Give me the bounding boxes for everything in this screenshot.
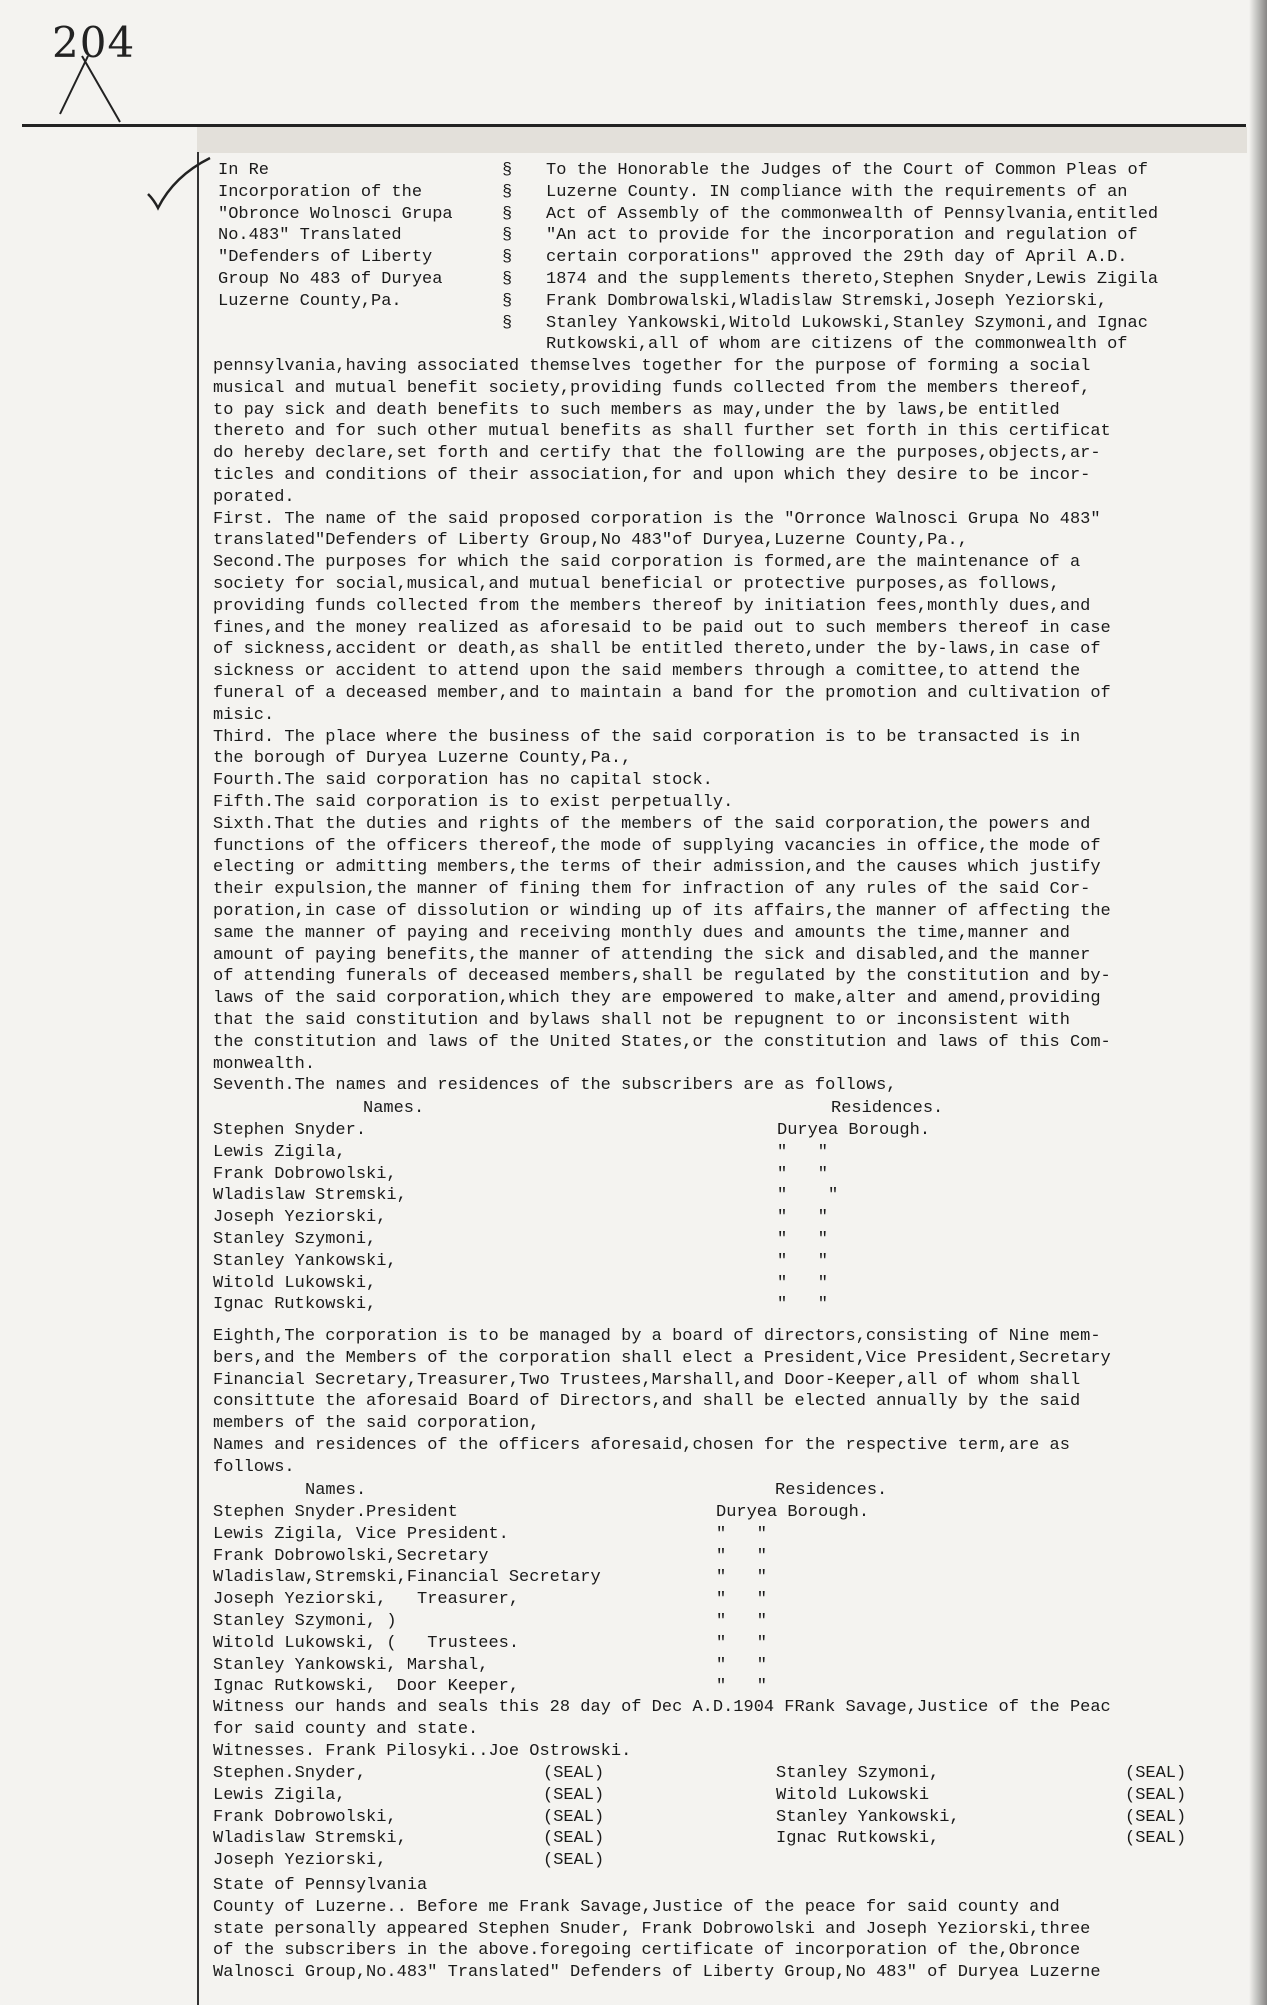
row-name: Ignac Rutkowski, — [213, 1295, 377, 1315]
text-line: translated"Defenders of Liberty Group,No 483"of Duryea,Luzerne County,Pa., — [213, 531, 968, 551]
seal-label: (SEAL) — [1125, 1829, 1187, 1849]
text-line: "Obronce Wolnosci Grupa — [218, 204, 453, 224]
text-line: Group No 483 of Duryea — [218, 269, 443, 289]
text-line: 1874 and the supplements thereto,Stephen Snyder,Lewis Zigila — [546, 269, 1159, 289]
text-line: County of Luzerne.. Before me Frank Savage,Justice of the peace for said county and — [213, 1897, 1060, 1917]
text-line: Sixth.That the duties and rights of the members of the said corporation,the powers and — [213, 814, 1091, 834]
text-line: porated. — [213, 487, 295, 507]
text-line: § — [502, 161, 513, 180]
text-line: Second.The purposes for which the said corporation is formed,are the maintenance of a — [213, 553, 1081, 573]
witness-text — [213, 1697, 1111, 1762]
text-line: Eighth,The corporation is to be managed by a board of directors,consisting of Nine mem- — [213, 1327, 1101, 1346]
text-line: of sickness,accident or death,as shall be entitled thereto,under the by-laws,in case of — [213, 640, 1101, 660]
text-line: to pay sick and death benefits to such members as may,under the by laws,be entitled — [213, 400, 1060, 420]
left-margin-rule — [197, 152, 199, 2005]
text-line: § — [502, 226, 513, 246]
text-line: ticles and conditions of their association,for and upon which they desire to be incor- — [213, 465, 1091, 485]
row-residence: " " — [716, 1655, 768, 1675]
names-header: Names. — [305, 1481, 367, 1500]
row-residence: " " — [716, 1612, 768, 1631]
signatory-name: Witold Lukowski — [776, 1785, 930, 1805]
text-line: Witness our hands and seals this 28 day of Dec A.D.1904 FRank Savage,Justice of the Peac — [213, 1698, 1111, 1717]
text-line: Financial Secretary,Treasurer,Two Trustees,Marshall,and Door-Keeper,all of whom shall — [213, 1370, 1081, 1390]
row-name: Wladislaw Stremski, — [213, 1186, 407, 1206]
seal-label: (SEAL) — [1125, 1785, 1187, 1805]
seal-label: (SEAL) — [543, 1851, 605, 1871]
text-line: bers,and the Members of the corporation shall elect a President,Vice President,Secretary — [213, 1348, 1111, 1368]
text-line: First. The name of the said proposed corporation is the "Orronce Walnosci Grupa No 483" — [213, 509, 1101, 529]
text-line: Act of Assembly of the commonwealth of Pennsylvania,entitled — [546, 204, 1159, 224]
residences-header: Residences. — [775, 1481, 888, 1500]
signatory-name: Frank Dobrowolski, — [213, 1807, 397, 1827]
text-line: Rutkowski,all of whom are citizens of the commonwealth of — [546, 335, 1128, 355]
row-name: Stephen Snyder. — [213, 1121, 367, 1140]
text-line: § — [502, 291, 513, 311]
row-name: Stephen Snyder.President — [213, 1503, 458, 1522]
text-line: providing funds collected from the members thereof by initiation fees,monthly dues,and — [213, 596, 1091, 616]
text-line: consittute the aforesaid Board of Directors,and shall be elected annually by the said — [213, 1392, 1081, 1412]
text-line: misic. — [213, 705, 275, 725]
row-residence: " " — [716, 1633, 768, 1653]
row-name: Wladislaw,Stremski,Financial Secretary — [213, 1568, 601, 1588]
text-line: functions of the officers thereof,the mode of supplying vacancies in office,the mode of — [213, 836, 1101, 856]
text-line: of the subscribers in the above.foregoing certificate of incorporation of the,Obronce — [213, 1941, 1081, 1961]
text-line: the constitution and laws of the United States,or the constitution and laws of this Com- — [213, 1032, 1111, 1052]
text-line: follows. — [213, 1457, 295, 1477]
seal-label: (SEAL) — [543, 1829, 605, 1849]
row-name: Lewis Zigila, — [213, 1142, 346, 1162]
text-line: state personally appeared Stephen Snuder, Frank Dobrowolski and Joseph Yeziorski,three — [213, 1919, 1091, 1939]
row-residence: " " — [716, 1546, 768, 1566]
text-line: funeral of a deceased member,and to maintain a band for the promotion and cultivation of — [213, 683, 1111, 703]
row-residence: " " — [777, 1251, 829, 1271]
articles-text — [213, 356, 1111, 1097]
row-residence: " " — [716, 1590, 768, 1610]
signatory-name: Stanley Yankowski, — [776, 1807, 960, 1827]
text-line: Seventh.The names and residences of the subscribers are as follows, — [213, 1076, 897, 1096]
row-residence: " " — [716, 1677, 768, 1697]
text-line: musical and mutual benefit society,providing funds collected from the members thereof, — [213, 378, 1091, 398]
row-name: Frank Dobrowolski, — [213, 1164, 397, 1184]
text-line: the borough of Duryea Luzerne County,Pa., — [213, 749, 632, 769]
row-residence: " " — [777, 1142, 829, 1162]
check-mark-icon — [144, 156, 214, 216]
text-line: members of the said corporation, — [213, 1414, 540, 1434]
seal-label: (SEAL) — [543, 1764, 605, 1783]
row-residence: " " — [777, 1230, 829, 1249]
seal-label: (SEAL) — [543, 1807, 605, 1827]
row-residence: Duryea Borough. — [716, 1503, 870, 1522]
row-residence: " " — [716, 1568, 768, 1588]
signatory-name: Wladislaw Stremski, — [213, 1829, 407, 1849]
row-name: Stanley Yankowski, — [213, 1251, 397, 1271]
row-residence: Duryea Borough. — [777, 1121, 931, 1140]
text-line: Names and residences of the officers aforesaid,chosen for the respective term,are as — [213, 1435, 1070, 1455]
names-header: Names. — [363, 1099, 425, 1118]
text-line: Frank Dombrowalski,Wladislaw Stremski,Joseph Yeziorski, — [546, 291, 1108, 311]
scan-band — [197, 127, 1247, 153]
petition-text — [546, 160, 1158, 356]
text-line: § — [502, 269, 513, 289]
row-name: Joseph Yeziorski, Treasurer, — [213, 1590, 520, 1610]
text-line: Stanley Yankowski,Witold Lukowski,Stanley Szymoni,and Ignac — [546, 313, 1148, 333]
signatory-name: Joseph Yeziorski, — [213, 1851, 387, 1871]
text-line: "An act to provide for the incorporation and regulation of — [546, 226, 1138, 246]
text-line: § — [502, 313, 513, 333]
text-line: Incorporation of the — [218, 182, 423, 202]
signatory-name: Ignac Rutkowski, — [776, 1829, 940, 1849]
row-residence: " " — [777, 1273, 829, 1293]
scan-edge-shadow — [1249, 0, 1267, 2005]
text-line: sickness or accident to attend upon the said members through a comittee,to attend the — [213, 662, 1081, 682]
case-caption — [218, 160, 453, 313]
text-line: pennsylvania,having associated themselves together for the purpose of forming a social — [213, 357, 1091, 376]
signatory-name: Stanley Szymoni, — [776, 1764, 940, 1783]
text-line: Luzerne County. IN compliance with the requirements of an — [546, 182, 1128, 202]
seal-label: (SEAL) — [543, 1785, 605, 1805]
text-line: To the Honorable the Judges of the Court of Common Pleas of — [546, 161, 1148, 180]
text-line: for said county and state. — [213, 1719, 479, 1739]
row-name: Stanley Szymoni, — [213, 1230, 377, 1249]
seal-label: (SEAL) — [1125, 1764, 1187, 1783]
text-line: Walnosci Group,No.483" Translated" Defenders of Liberty Group,No 483" of Duryea Luzerne — [213, 1963, 1101, 1983]
text-line: society for social,musical,and mutual beneficial or protective purposes,as follows, — [213, 574, 1060, 594]
text-line: thereto and for such other mutual benefits as shall further set forth in this certificat — [213, 422, 1111, 442]
text-line: § — [502, 182, 513, 202]
row-name: Lewis Zigila, Vice President. — [213, 1524, 509, 1544]
text-line: fines,and the money realized as aforesaid to be paid out to such members thereof in case — [213, 618, 1111, 638]
row-residence: " " — [777, 1295, 829, 1315]
text-line: do hereby declare,set forth and certify that the following are the purposes,objects,ar- — [213, 444, 1101, 464]
strikethrough-mark — [58, 54, 128, 124]
page-number: 204 — [52, 18, 136, 67]
seal-label: (SEAL) — [1125, 1807, 1187, 1827]
text-line: laws of the said corporation,which they are empowered to make,alter and amend,providing — [213, 989, 1101, 1009]
row-residence: " " — [777, 1164, 829, 1184]
row-name: Witold Lukowski, — [213, 1273, 377, 1293]
text-line: electing or admitting members,the terms of their admission,and the causes which justify — [213, 858, 1101, 878]
text-line: No.483" Translated — [218, 226, 402, 246]
row-name: Stanley Szymoni, ) — [213, 1612, 397, 1631]
text-line: Fifth.The said corporation is to exist perpetually. — [213, 792, 734, 812]
row-residence: " " — [716, 1524, 768, 1544]
text-line: Fourth.The said corporation has no capital stock. — [213, 771, 713, 791]
row-residence: " " — [777, 1186, 839, 1206]
text-line: their expulsion,the manner of fining them for infraction of any rules of the said Cor- — [213, 880, 1091, 900]
text-line: "Defenders of Liberty — [218, 248, 433, 268]
text-line: Third. The place where the business of the said corporation is to be transacted is in — [213, 727, 1081, 747]
text-line: Witnesses. Frank Pilosyki..Joe Ostrowski. — [213, 1741, 632, 1761]
text-line: In Re — [218, 161, 270, 180]
text-line: amount of paying benefits,the manner of attending the sick and disabled,and the manner — [213, 945, 1091, 965]
acknowledgment-text — [213, 1875, 1101, 1984]
text-line: State of Pennsylvania — [213, 1876, 428, 1895]
caption-braces — [502, 160, 512, 334]
row-name: Frank Dobrowolski,Secretary — [213, 1546, 489, 1566]
text-line: of attending funerals of deceased members,shall be regulated by the constitution and by- — [213, 967, 1111, 987]
text-line: poration,in case of dissolution or winding up of its affairs,the manner of affecting the — [213, 901, 1111, 921]
text-line: § — [502, 204, 513, 224]
eighth-article-text — [213, 1326, 1111, 1479]
row-name: Witold Lukowski, ( Trustees. — [213, 1633, 520, 1653]
signatory-name: Lewis Zigila, — [213, 1785, 346, 1805]
text-line: that the said constitution and bylaws shall not be repugnent to or inconsistent with — [213, 1010, 1070, 1030]
residences-header: Residences. — [831, 1099, 944, 1118]
signatory-name: Stephen.Snyder, — [213, 1764, 367, 1783]
text-line: monwealth. — [213, 1054, 316, 1074]
text-line: § — [502, 248, 513, 268]
row-name: Joseph Yeziorski, — [213, 1208, 387, 1228]
row-name: Stanley Yankowski, Marshal, — [213, 1655, 489, 1675]
text-line: certain corporations" approved the 29th day of April A.D. — [546, 248, 1128, 268]
text-line: Luzerne County,Pa. — [218, 291, 402, 311]
row-residence: " " — [777, 1208, 829, 1228]
text-line: same the manner of paying and receiving monthly dues and amounts the time,manner and — [213, 923, 1070, 943]
row-name: Ignac Rutkowski, Door Keeper, — [213, 1677, 520, 1697]
